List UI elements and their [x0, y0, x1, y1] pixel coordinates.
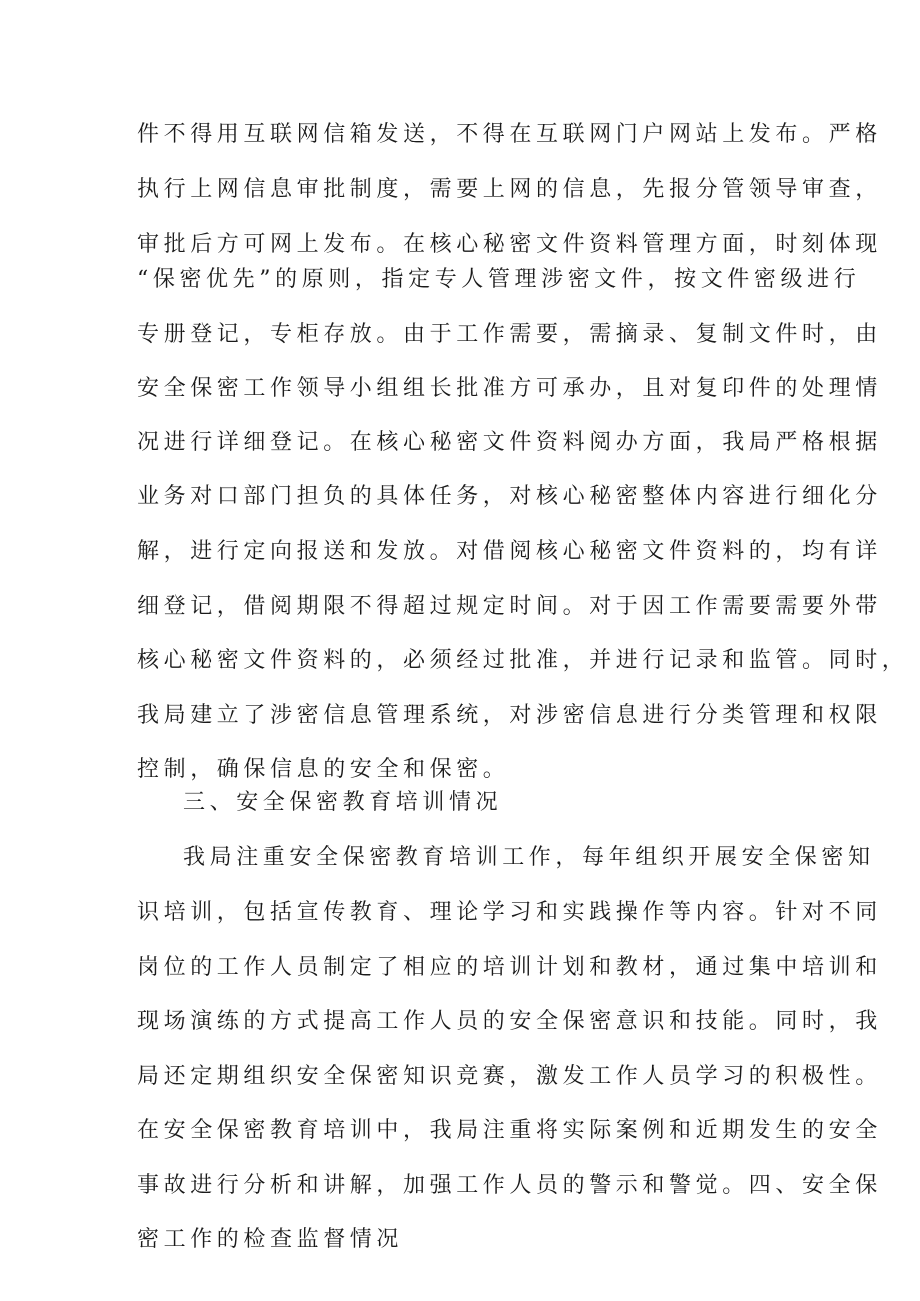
paragraph-line: 事故进行分析和讲解，加强工作人员的警示和警觉。四、安全保 [137, 1173, 882, 1198]
paragraph-line: 业务对口部门担负的具体任务，对核心秘密整体内容进行细化分 [137, 484, 882, 509]
paragraph-line: 解，进行定向报送和发放。对借阅核心秘密文件资料的，均有详 [137, 539, 882, 564]
paragraph-line: 安全保密工作领导小组组长批准方可承办，且对复印件的处理情 [137, 376, 882, 401]
paragraph-line: 局还定期组织安全保密知识竞赛，激发工作人员学习的积极性。 [137, 1064, 882, 1089]
paragraph-line: 我局注重安全保密教育培训工作，每年组织开展安全保密知 [183, 845, 875, 870]
paragraph-line: “保密优先”的原则，指定专人管理涉密文件，按文件密级进行 [137, 267, 861, 292]
paragraph-line: 执行上网信息审批制度，需要上网的信息，先报分管领导审查， [137, 177, 882, 202]
paragraph-line: 现场演练的方式提高工作人员的安全保密意识和技能。同时，我 [137, 1009, 882, 1034]
paragraph-line: 细登记，借阅期限不得超过规定时间。对于因工作需要需要外带 [137, 594, 882, 619]
paragraph-line: 密工作的检查监督情况 [137, 1227, 404, 1252]
paragraph-line: 我局建立了涉密信息管理系统，对涉密信息进行分类管理和权限 [137, 703, 882, 728]
paragraph-line: 岗位的工作人员制定了相应的培训计划和教材，通过集中培训和 [137, 955, 882, 980]
paragraph-line: 审批后方可网上发布。在核心秘密文件资料管理方面，时刻体现 [137, 232, 882, 257]
paragraph-line: 控制，确保信息的安全和保密。 [137, 757, 510, 782]
paragraph-line: 核心秘密文件资料的，必须经过批准，并进行记录和监管。同时， [137, 648, 909, 673]
paragraph-line: 件不得用互联网信箱发送，不得在互联网门户网站上发布。严格 [137, 122, 882, 147]
section-heading: 三、安全保密教育培训情况 [183, 790, 503, 815]
paragraph-line: 识培训，包括宣传教育、理论学习和实践操作等内容。针对不同 [137, 900, 882, 925]
paragraph-line: 况进行详细登记。在核心秘密文件资料阅办方面，我局严格根据 [137, 430, 882, 455]
paragraph-line: 在安全保密教育培训中，我局注重将实际案例和近期发生的安全 [137, 1118, 882, 1143]
paragraph-line: 专册登记，专柜存放。由于工作需要，需摘录、复制文件时，由 [137, 322, 882, 347]
